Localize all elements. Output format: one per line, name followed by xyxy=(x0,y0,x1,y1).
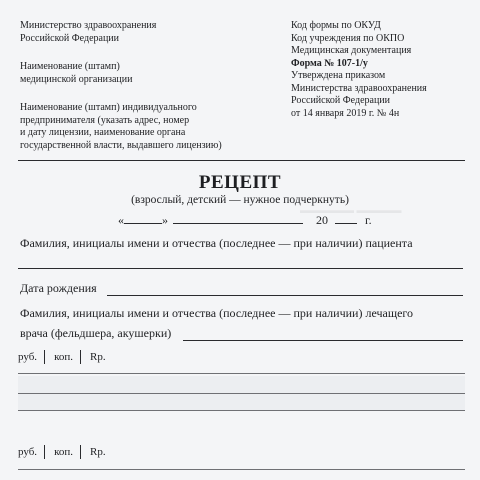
rub-label: руб. xyxy=(18,445,38,458)
rp-label: Rp. xyxy=(90,350,106,363)
year-suffix: г. xyxy=(365,213,372,227)
price-separator xyxy=(80,350,81,364)
price-separator xyxy=(44,350,45,364)
birth-date-label: Дата рождения xyxy=(20,281,97,295)
price-row-2 xyxy=(18,445,106,459)
date-close-quote: » xyxy=(162,213,168,227)
med-doc-label: Медицинская документация xyxy=(291,45,412,56)
prescription-line-2[interactable] xyxy=(18,393,465,394)
price-separator xyxy=(80,445,81,459)
header-divider xyxy=(18,160,465,161)
entrepreneur-stamp-block xyxy=(20,102,260,152)
org-line-2: медицинской организации xyxy=(20,73,133,85)
ministry-line-1: Министерство здравоохранения xyxy=(20,20,157,31)
approving-ministry: Министерства здравоохранения xyxy=(291,82,427,94)
ministry-line-2: Российской Федерации xyxy=(20,32,120,44)
price-separator xyxy=(44,445,45,459)
org-line-1: Наименование (штамп) xyxy=(20,61,120,72)
org-stamp-block xyxy=(20,61,260,86)
doctor-name-label-2: врача (фельдшера, акушерки) xyxy=(20,326,172,340)
patient-name-field[interactable] xyxy=(18,268,463,269)
year-field[interactable] xyxy=(335,212,357,224)
entrepreneur-line-2: предпринимателя (указать адрес, номер xyxy=(20,114,190,126)
rp-label: Rp. xyxy=(90,445,106,458)
form-subtitle: (взрослый, детский — нужное подчеркнуть) xyxy=(131,194,349,206)
entrepreneur-line-3: и дату лицензии, наименование органа xyxy=(20,127,186,138)
kop-label: коп. xyxy=(54,445,73,458)
rub-label: руб. xyxy=(18,350,38,363)
price-row-1 xyxy=(18,350,106,364)
birth-date-field[interactable] xyxy=(107,295,463,296)
date-open-quote: « xyxy=(118,213,124,227)
okpo-code: Код учреждения по ОКПО xyxy=(291,32,405,44)
okud-code: Код формы по ОКУД xyxy=(291,20,381,31)
entrepreneur-line-1: Наименование (штамп) индивидуального xyxy=(20,102,197,113)
approved-label: Утверждена приказом xyxy=(291,70,386,81)
form-number: Форма № 107-1/у xyxy=(291,57,368,69)
year-prefix: 20 xyxy=(316,213,328,227)
form-title: РЕЦЕПТ xyxy=(198,172,282,193)
header-left xyxy=(20,20,260,168)
patient-name-label: Фамилия, инициалы имени и отчества (последнее — при наличии) пациента xyxy=(20,236,413,250)
prescription-line-3[interactable] xyxy=(18,410,465,411)
doctor-name-field[interactable] xyxy=(183,340,463,341)
entrepreneur-line-4: государственной власти, выдавшего лицензию) xyxy=(20,139,222,151)
day-field[interactable] xyxy=(124,212,162,224)
prescription-line-1[interactable] xyxy=(18,373,465,374)
header-right xyxy=(291,20,476,120)
month-field[interactable] xyxy=(173,212,303,224)
kop-label: коп. xyxy=(54,350,73,363)
order-date: от 14 января 2019 г. № 4н xyxy=(291,107,400,119)
ministry-block xyxy=(20,20,260,45)
prescription-date xyxy=(118,212,372,228)
approving-federation: Российской Федерации xyxy=(291,95,391,106)
doctor-name-label-1: Фамилия, инициалы имени и отчества (последнее — при наличии) лечащего xyxy=(20,306,414,320)
show-through-ghost: ▬▬▬▬▬▬ ▬▬▬▬▬ xyxy=(300,205,402,215)
prescription-line-4[interactable] xyxy=(18,469,465,470)
